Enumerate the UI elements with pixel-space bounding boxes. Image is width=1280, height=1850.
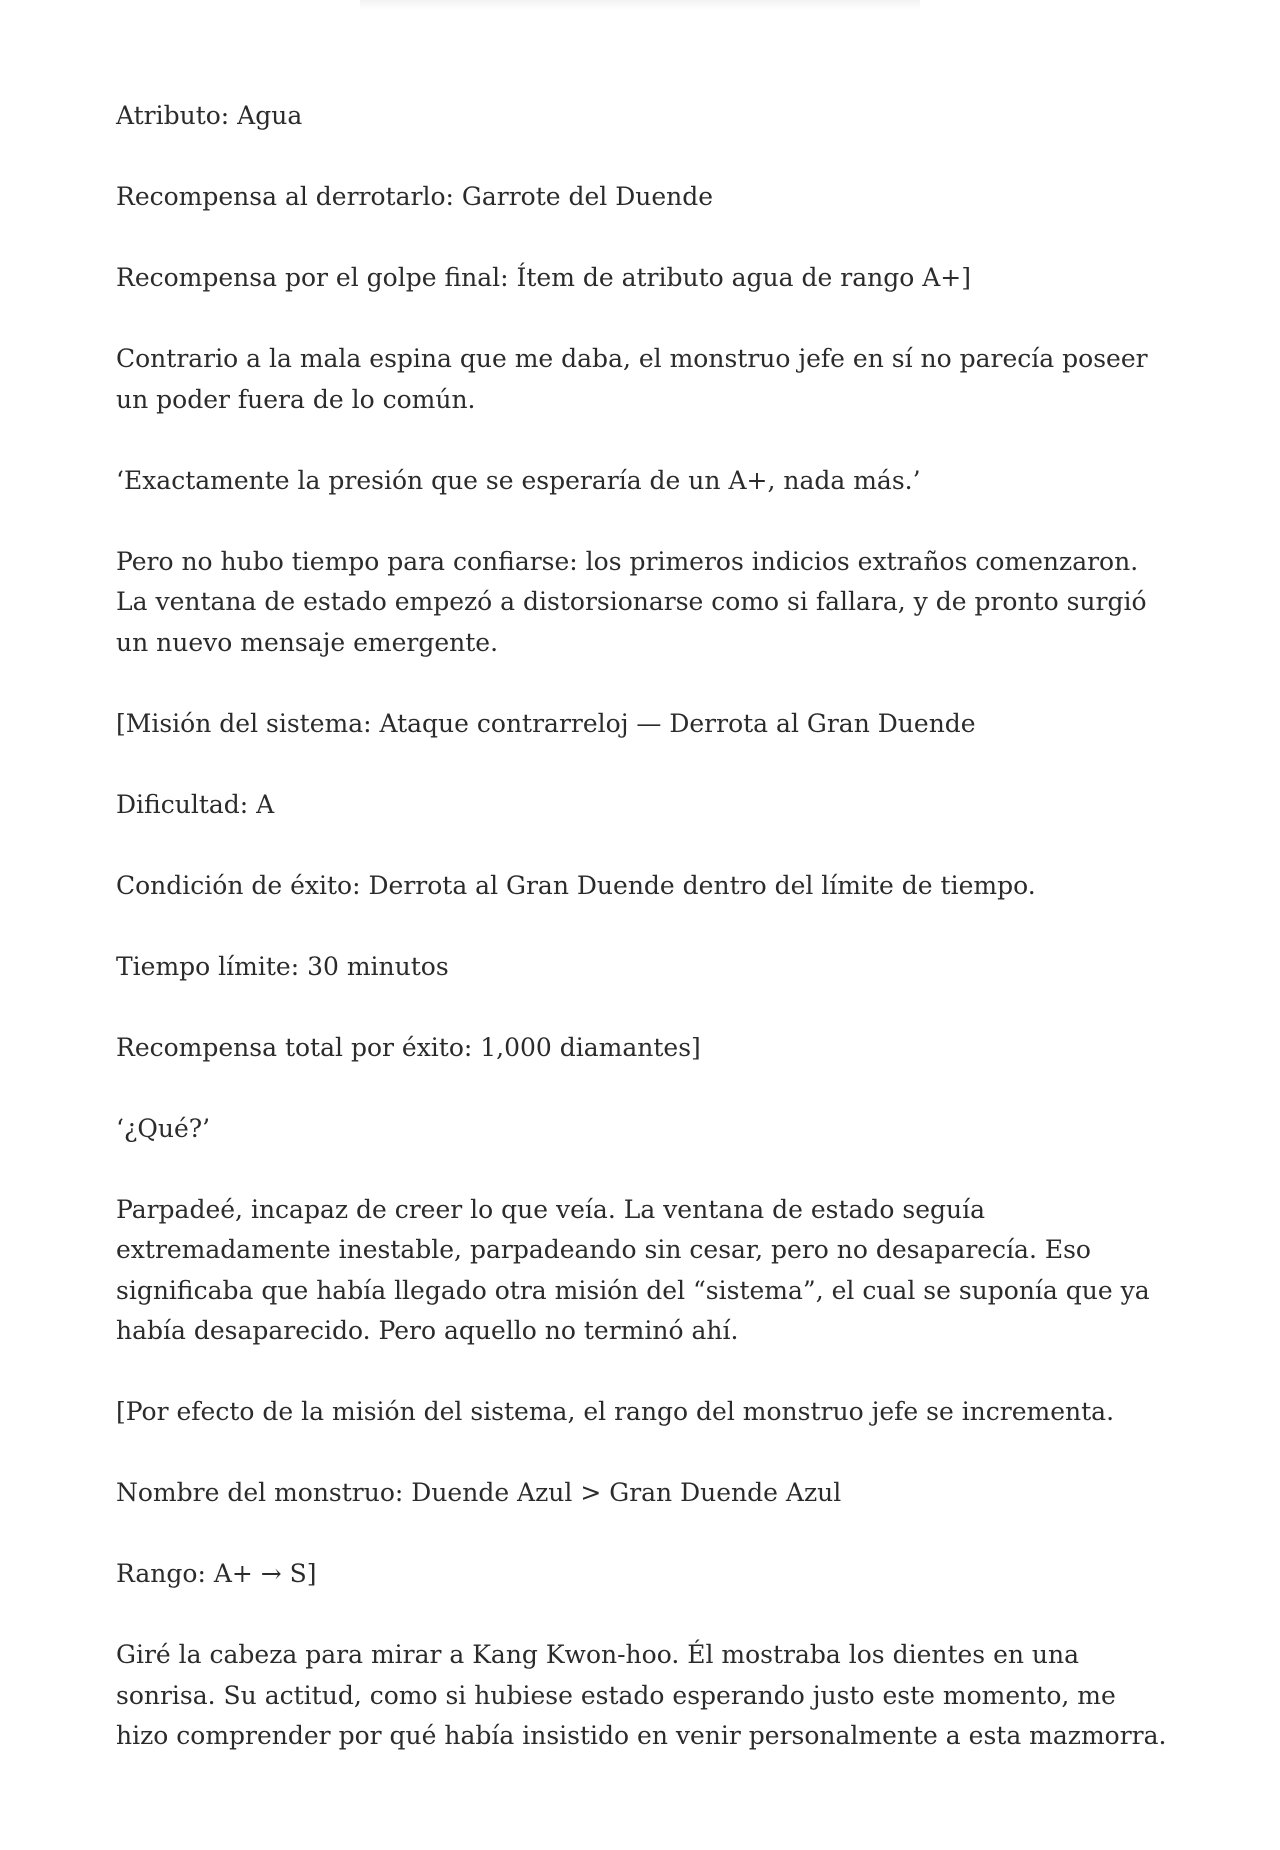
monster-name-line: Nombre del monstruo: Duende Azul > Gran Duende Azul	[116, 1478, 842, 1507]
rank-line: Rango: A+ → S]	[116, 1559, 317, 1588]
reward-defeat-line: Recompensa al derrotarlo: Garrote del Duende	[116, 182, 714, 211]
mission-title-line: [Misión del sistema: Ataque contrarreloj — Derrota al Gran Duende	[116, 708, 976, 738]
system-message-line: [Por efecto de la misión del sistema, el rango del monstruo jefe se incrementa.	[116, 1397, 1115, 1426]
total-reward-line: Recompensa total por éxito: 1,000 diamantes]	[116, 1032, 701, 1062]
time-limit-line: Tiempo límite: 30 minutos	[116, 951, 449, 981]
narration-paragraph: Parpadeé, incapaz de creer lo que veía. La ventana de estado seguía extremadamente inestable, parpadeando sin cesar, pero no desaparecía. Eso significaba que había llegado otra misión del “sistema”, el cual se suponía que ya había desaparecido. Pero aquello no terminó ahí.	[116, 1194, 1150, 1345]
top-shadow	[360, 0, 920, 10]
narration-paragraph: Pero no hubo tiempo para confiarse: los primeros indicios extraños comenzaron. La ventana de estado empezó a distorsionarse como si fallara, y de pronto surgió un nuevo mensaje emergente.	[116, 546, 1147, 657]
reward-final-blow-line: Recompensa por el golpe final: Ítem de atributo agua de rango A+]	[116, 263, 971, 292]
thought-line: ‘Exactamente la presión que se esperaría de un A+, nada más.’	[116, 465, 921, 495]
attribute-line: Atributo: Agua	[116, 101, 303, 130]
chapter-text	[116, 96, 1176, 1797]
narration-paragraph: Contrario a la mala espina que me daba, el monstruo jefe en sí no parecía poseer un poder fuera de lo común.	[116, 344, 1148, 414]
success-condition-line: Condición de éxito: Derrota al Gran Duende dentro del límite de tiempo.	[116, 870, 1036, 900]
narration-paragraph: Giré la cabeza para mirar a Kang Kwon-hoo. Él mostraba los dientes en una sonrisa. Su actitud, como si hubiese estado esperando justo este momento, me hizo comprender por qué había insistido en venir personalmente a esta mazmorra.	[116, 1640, 1167, 1750]
thought-line: ‘¿Qué?’	[116, 1113, 211, 1143]
difficulty-line: Dificultad: A	[116, 789, 275, 819]
